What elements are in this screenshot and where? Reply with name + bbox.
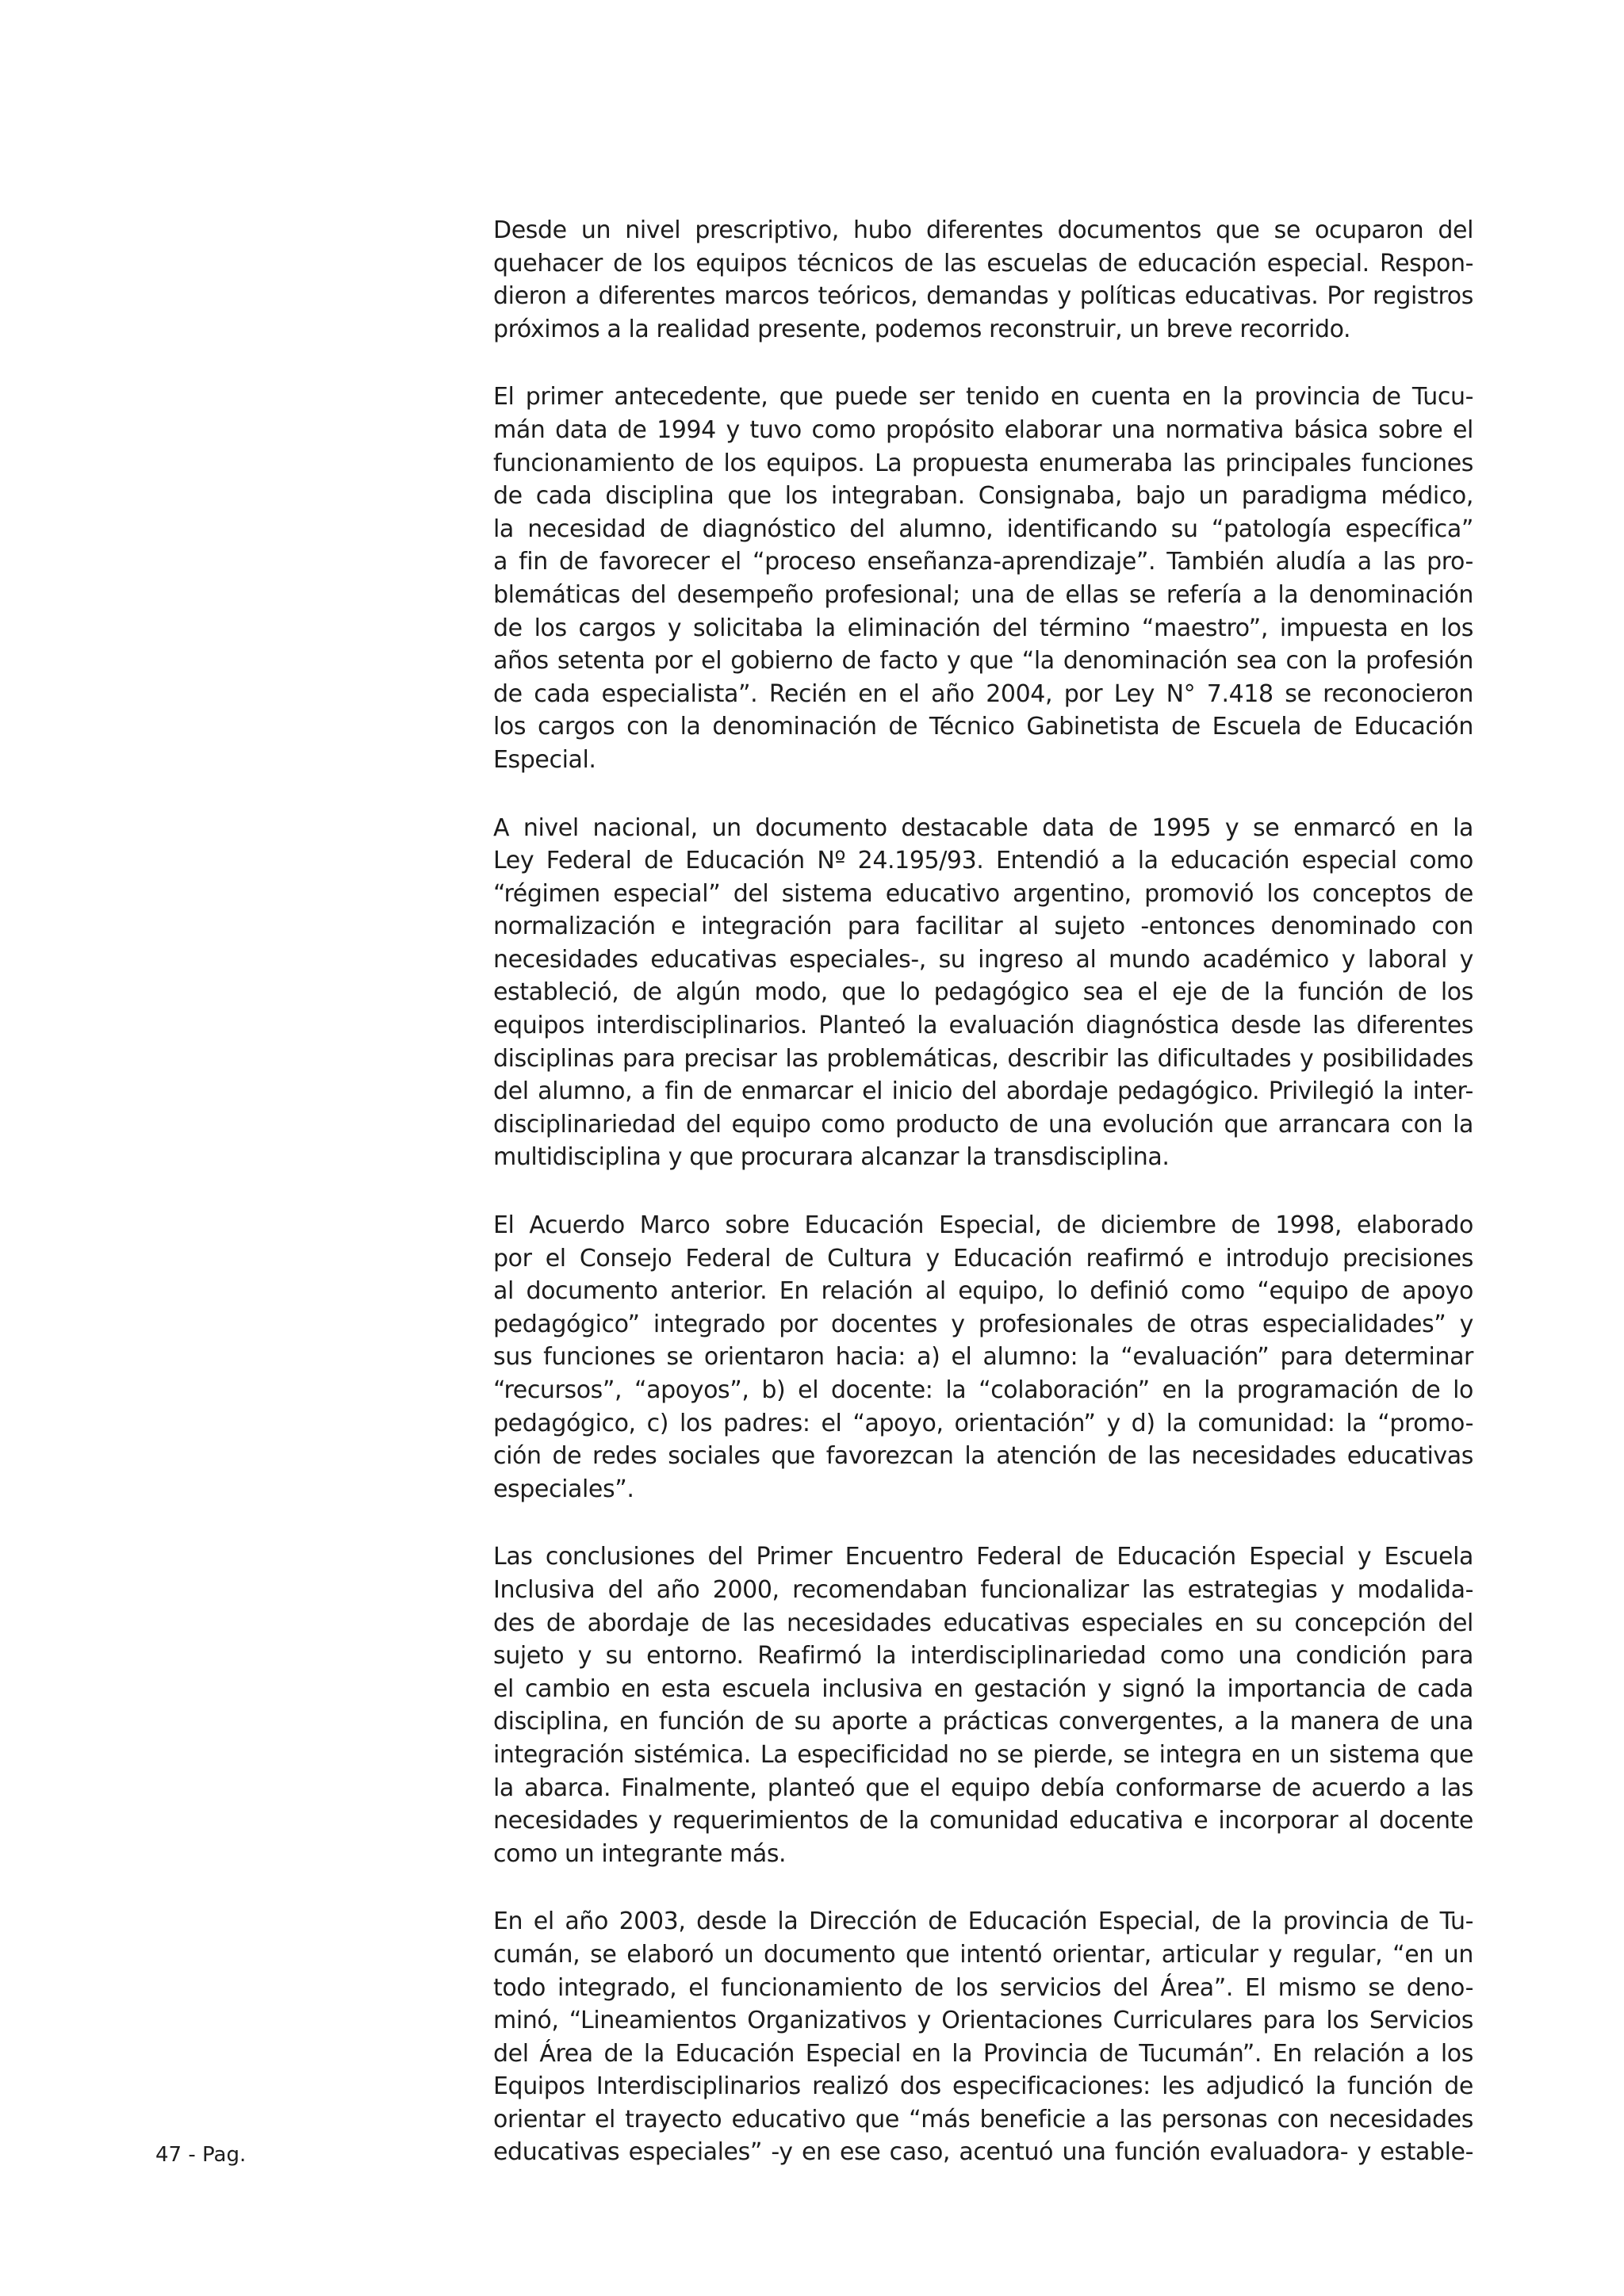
text-line: años setenta por el gobierno de facto y que “la denominación sea con la profesión (493, 647, 1473, 675)
text-line: mán data de 1994 y tuvo como propósito elaborar una normativa básica sobre el (493, 415, 1473, 444)
text-line: blemáticas del desempeño profesional; una de ellas se refería a la denominación (493, 580, 1473, 609)
text-line: de cada especialista”. Recién en el año 2004, por Ley N° 7.418 se reconocieron (493, 679, 1473, 708)
text-line: orientar el trayecto educativo que “más beneficie a las personas con necesidades (493, 2105, 1473, 2133)
text-line: ción de redes sociales que favorezcan la atención de las necesidades educativas (493, 1442, 1473, 1471)
text-line: Inclusiva del año 2000, recomendaban funcionalizar las estrategias y modalida- (493, 1575, 1473, 1604)
text-line: El primer antecedente, que puede ser tenido en cuenta en la provincia de Tucu- (493, 383, 1473, 411)
text-line: especiales”. (493, 1475, 634, 1503)
text-line: El Acuerdo Marco sobre Educación Especial, de diciembre de 1998, elaborado (493, 1211, 1473, 1240)
text-line: sus funciones se orientaron hacia: a) el alumno: la “evaluación” para determinar (493, 1343, 1473, 1372)
text-line: la necesidad de diagnóstico del alumno, identificando su “patología específica” (493, 515, 1473, 543)
text-line: minó, “Lineamientos Organizativos y Orientaciones Curriculares para los Servicios (493, 2007, 1473, 2035)
text-line: des de abordaje de las necesidades educativas especiales en su concepción del (493, 1609, 1473, 1637)
paragraph (493, 812, 1473, 1175)
text-line: los cargos con la denominación de Técnico Gabinetista de Escuela de Educación (493, 713, 1473, 741)
text-line: estableció, de algún modo, que lo pedagógico sea el eje de la función de los (493, 978, 1473, 1007)
text-line: necesidades y requerimientos de la comunidad educativa e incorporar al docente (493, 1807, 1473, 1835)
text-line: Especial. (493, 745, 596, 774)
text-line: A nivel nacional, un documento destacable data de 1995 y se enmarcó en la (493, 813, 1473, 842)
text-line: disciplina, en función de su aporte a prácticas convergentes, a la manera de una (493, 1708, 1473, 1736)
text-line: cumán, se elaboró un documento que intentó orientar, articular y regular, “en un (493, 1940, 1473, 1969)
text-line: educativas especiales” -y en ese caso, acentuó una función evaluadora- y estable- (493, 2138, 1473, 2167)
text-line: como un integrante más. (493, 1839, 787, 1868)
paragraph (493, 1905, 1473, 2169)
text-line: a fin de favorecer el “proceso enseñanza-aprendizaje”. También aludía a las pro- (493, 548, 1473, 576)
text-line: En el año 2003, desde la Dirección de Educación Especial, de la provincia de Tu- (493, 1908, 1473, 1936)
text-line: por el Consejo Federal de Cultura y Educación reafirmó e introdujo precisiones (493, 1244, 1473, 1272)
paragraph (493, 214, 1473, 346)
paragraph (493, 381, 1473, 776)
text-line: equipos interdisciplinarios. Planteó la evaluación diagnóstica desde las diferentes (493, 1012, 1473, 1040)
text-line: Ley Federal de Educación Nº 24.195/93. Entendió a la educación especial como (493, 847, 1473, 875)
text-line: del Área de la Educación Especial en la Provincia de Tucumán”. En relación a los (493, 2039, 1473, 2068)
text-line: del alumno, a fin de enmarcar el inicio del abordaje pedagógico. Privilegió la inter- (493, 1077, 1473, 1106)
paragraph (493, 1209, 1473, 1506)
text-line: “recursos”, “apoyos”, b) el docente: la “colaboración” en la programación de lo (493, 1376, 1473, 1404)
paragraph (493, 1540, 1473, 1870)
text-line: pedagógico, c) los padres: el “apoyo, orientación” y d) la comunidad: la “promo- (493, 1409, 1473, 1437)
page-number: 47 - Pag. (155, 2143, 247, 2167)
text-line: todo integrado, el funcionamiento de los servicios del Área”. El mismo se deno- (493, 1973, 1473, 2002)
text-line: próximos a la realidad presente, podemos reconstruir, un breve recorrido. (493, 315, 1351, 343)
text-line: dieron a diferentes marcos teóricos, demandas y políticas educativas. Por registros (493, 282, 1473, 311)
text-line: al documento anterior. En relación al equipo, lo definió como “equipo de apoyo (493, 1277, 1473, 1306)
text-line: funcionamiento de los equipos. La propuesta enumeraba las principales funciones (493, 449, 1473, 477)
text-line: la abarca. Finalmente, planteó que el equipo debía conformarse de acuerdo a las (493, 1774, 1473, 1802)
text-line: de cada disciplina que los integraban. Consignaba, bajo un paradigma médico, (493, 482, 1473, 511)
text-line: Las conclusiones del Primer Encuentro Federal de Educación Especial y Escuela (493, 1543, 1473, 1571)
text-line: “régimen especial” del sistema educativo argentino, promovió los conceptos de (493, 879, 1473, 908)
text-line: normalización e integración para facilitar al sujeto -entonces denominado con (493, 913, 1473, 941)
text-line: de los cargos y solicitaba la eliminación del término “maestro”, impuesta en los (493, 614, 1473, 642)
text-line: necesidades educativas especiales-, su ingreso al mundo académico y laboral y (493, 945, 1473, 974)
document-body (493, 214, 1473, 2204)
text-line: integración sistémica. La especificidad no se pierde, se integra en un sistema que (493, 1740, 1473, 1769)
text-line: pedagógico” integrado por docentes y profesionales de otras especialidades” y (493, 1310, 1473, 1338)
text-line: disciplinas para precisar las problemáticas, describir las dificultades y posibilidades (493, 1044, 1473, 1073)
text-line: Equipos Interdisciplinarios realizó dos especificaciones: les adjudicó la función de (493, 2072, 1473, 2101)
text-line: quehacer de los equipos técnicos de las escuelas de educación especial. Respon- (493, 249, 1473, 277)
text-line: disciplinariedad del equipo como producto de una evolución que arrancara con la (493, 1110, 1473, 1138)
text-line: Desde un nivel prescriptivo, hubo diferentes documentos que se ocuparon del (493, 216, 1473, 244)
text-line: multidisciplina y que procurara alcanzar la transdisciplina. (493, 1143, 1170, 1172)
text-line: sujeto y su entorno. Reafirmó la interdisciplinariedad como una condición para (493, 1642, 1473, 1670)
text-line: el cambio en esta escuela inclusiva en gestación y signó la importancia de cada (493, 1674, 1473, 1703)
